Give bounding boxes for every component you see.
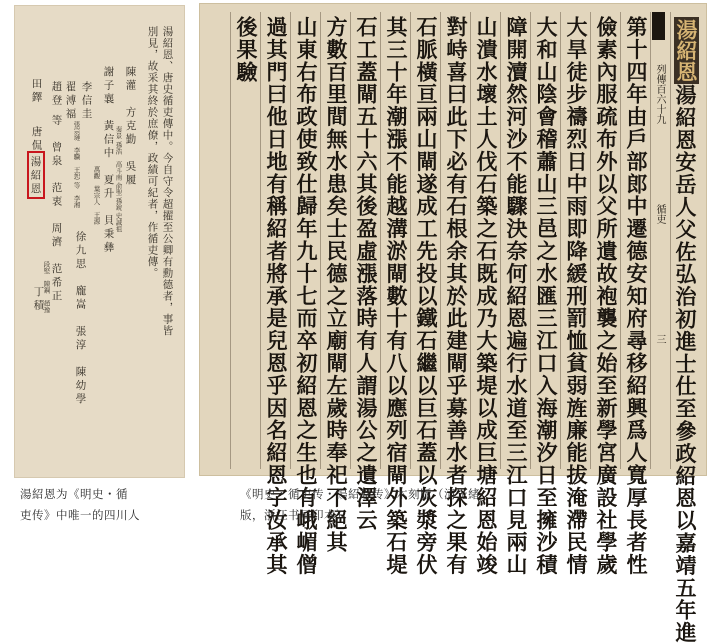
left-caption bbox=[20, 484, 200, 526]
name-column-3-extra: 張宗璉 李驥 王恕 等 李湘 bbox=[72, 121, 81, 208]
right-caption bbox=[240, 484, 700, 526]
text-column-11: 石工蓋閘五十六其後盈虛漲落時有人謂湯公之遺澤云 bbox=[354, 16, 379, 532]
column-rule bbox=[500, 12, 501, 469]
name-column-2-extra: 萬觀 葉宗人 王源 bbox=[92, 166, 101, 225]
text-column-3: 儉素內服疏布外以父所遺故袍襲之始至新學宮廣設社學歲 bbox=[594, 16, 619, 576]
column-rule bbox=[470, 12, 471, 469]
right-caption-line-1: 《明史・循吏传・湯紹恩传》木刻版（清光緒 bbox=[240, 487, 480, 501]
column-rule bbox=[620, 12, 621, 469]
text-column-13: 山東右布政使致仕歸年九十七而卒初紹恩之生也有峨嵋僧 bbox=[294, 16, 319, 576]
left-book-page bbox=[14, 5, 185, 478]
column-rule bbox=[530, 12, 531, 469]
text-column-14: 過其門曰他日地有稱紹者將承是兒恩乎因名紹恩字汝承其 bbox=[264, 16, 289, 576]
text-column-7: 山潰水壞土人伐石築之石既成乃大築堤以成巨塘紹恩始竣 bbox=[474, 16, 499, 576]
fishtail-mark bbox=[652, 12, 665, 40]
text-column-15: 後果驗 bbox=[234, 16, 259, 84]
name-tian-duo: 田鐸 bbox=[30, 78, 43, 105]
column-rule bbox=[320, 12, 321, 469]
column-rule bbox=[440, 12, 441, 469]
column-rule bbox=[410, 12, 411, 469]
left-caption-line-1: 湯紹恩为《明史・循 bbox=[20, 487, 128, 501]
tail-names: 徐九思 龐嵩 張淳 陳幼學 bbox=[74, 231, 87, 407]
column-rule bbox=[560, 12, 561, 469]
text-column-5: 大和山陰會稽蕭山三邑之水匯三江口入海潮汐日至擁沙積 bbox=[534, 16, 559, 576]
note-line-1: 湯紹恩、唐史循吏傳中。今自守令超擢至公卿有勳德者，事皆 bbox=[161, 26, 174, 337]
name-column-5-extra: 段堅 陳鋼 趙豫 bbox=[42, 261, 51, 313]
text-column-1: 湯紹恩安岳人父佐弘治初進士仕至參政紹恩以嘉靖五年進 bbox=[673, 84, 698, 644]
left-caption-line-2: 吏传》中唯一的四川人 bbox=[20, 508, 140, 522]
text-column-8: 對峙喜曰此下必有石根余其於此建閘乎募善水者探之果有 bbox=[444, 16, 469, 576]
column-rule bbox=[380, 12, 381, 469]
text-column-9: 石脈橫亘兩山閘遂成工先投以鐵石繼以巨石蓋以灰漿旁伏 bbox=[414, 16, 439, 576]
highlighted-name: 湯紹恩 bbox=[29, 156, 42, 197]
column-rule bbox=[230, 12, 231, 469]
text-column-4: 大旱徒步禱烈日中雨即降緩刑罰恤貧弱旌廉能拔淹滯民情 bbox=[564, 16, 589, 576]
column-rule bbox=[650, 12, 651, 469]
column-rule bbox=[670, 12, 671, 469]
column-rule bbox=[260, 12, 261, 469]
right-caption-line-2: 版，浙江书局印本） bbox=[240, 508, 348, 522]
text-column-6: 障開瀆然河沙不能驟決奈何紹恩遍行水道至三江口見兩山 bbox=[504, 16, 529, 576]
page-marker: 三 bbox=[654, 334, 665, 344]
name-column-2: 謝子襄 黃信中 夏升 貝秉彝 bbox=[102, 66, 115, 255]
note-line-2: 別見，故采其終於庶僚，政績可紀者，作循吏傳。 bbox=[146, 26, 159, 279]
name-tang-kan: 唐侃 bbox=[30, 126, 43, 153]
column-rule bbox=[350, 12, 351, 469]
column-rule bbox=[290, 12, 291, 469]
name-column-5: 趙登 等 曾泉 范衷 周濟 范希正 bbox=[50, 81, 63, 304]
title-seal: 湯紹恩 bbox=[674, 19, 699, 82]
column-rule bbox=[590, 12, 591, 469]
name-column-1-small: 秦景 孫浩 高斗南 俞聖 孫銳 史誠祖 bbox=[114, 126, 123, 232]
name-column-3: 李信圭 bbox=[80, 81, 93, 122]
name-column-4: 翟溥福 bbox=[64, 81, 77, 122]
text-column-10: 其三十年潮漲不能越溝淤閘數十有八以應列宿閘外築石堤 bbox=[384, 16, 409, 576]
text-column-12: 方數百里間無水患矣士民德之立廟閘左歲時奉祀不絕其 bbox=[324, 16, 349, 554]
margin-label: 列傳百六十九 bbox=[654, 64, 665, 124]
name-column-1: 陳灌 方克勤 吳履 bbox=[124, 66, 137, 188]
margin-label-2: 循吏 bbox=[654, 204, 665, 224]
text-column-2: 第十四年由戶部郎中遷德安知府尋移紹興爲人寬厚長者性 bbox=[624, 16, 649, 576]
last-name-column: 丁積 bbox=[32, 286, 45, 313]
